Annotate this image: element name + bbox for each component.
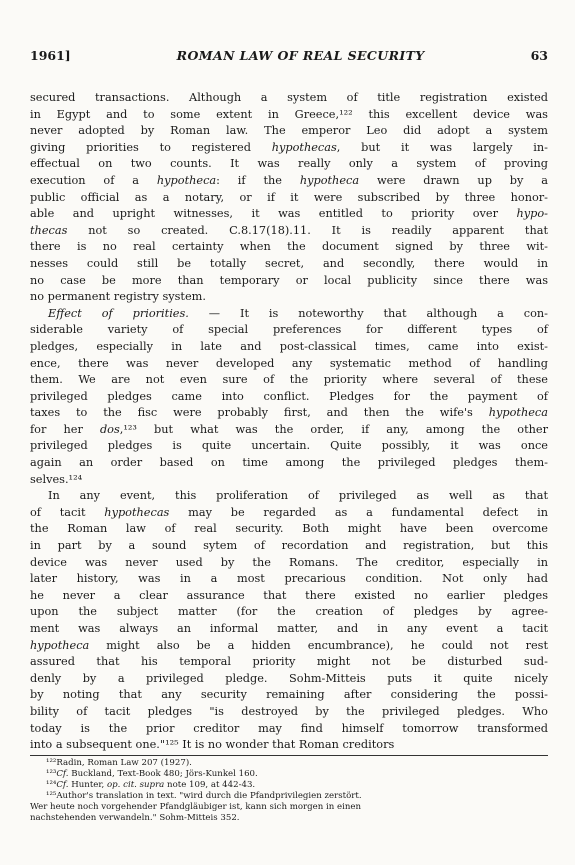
paragraph [30,90,548,306]
text-line: privileged pledges came into conflict. Pledges for the payment of [30,389,548,403]
text-line: In any event, this proliferation of privileged as well as that [48,489,548,503]
text-line: in part by a sound sytem of recordation and registration, but this [30,539,548,553]
text-line: later history, was in a most precarious condition. Not only had [30,572,548,586]
footnote-line: nachstehenden verwandeln." Sohm-Mitteis 352. [30,812,240,823]
text-line: giving priorities to registered hypothecas, but it was largely in- [30,140,548,154]
running-header [30,48,548,68]
text-line: taxes to the fisc were probably first, and then the wife's hypotheca [30,406,548,420]
footnote-line: ¹²³Cf. Buckland, Text-Book 480; Jörs-Kunkel 160. [46,768,258,779]
text-line: of tacit hypothecas may be regarded as a fundamental defect in [30,505,548,519]
text-line: privileged pledges is quite uncertain. Quite possibly, it was once [30,439,548,453]
footnote-rule [30,755,548,756]
text-line: bility of tacit pledges "is destroyed by the privileged pledges. Who [30,704,548,718]
text-line: the Roman law of real security. Both might have been overcome [30,522,548,536]
text-line: no permanent registry system. [30,290,206,304]
paragraph [30,488,548,754]
text-line: thecas not so created. C.8.17(18).11. It is readily apparent that [30,223,548,237]
text-line: effectual on two counts. It was really only a system of proving [30,157,548,171]
text-line: into a subsequent one."¹²⁵ It is no wonder that Roman creditors [30,738,395,752]
text-line: ment was always an informal matter, and in any event a tacit [30,622,548,635]
header-year: 1961] [30,48,71,63]
text-line: Effect of priorities. — It is noteworthy that although a con- [48,306,548,320]
text-line: upon the subject matter (for the creation of pledges by agree- [30,605,548,619]
text-line: no case be more than temporary or local publicity since there was [30,273,548,287]
text-line: execution of a hypotheca: if the hypotheca were drawn up by a [30,173,548,187]
text-line: he never a clear assurance that there existed no earlier pledges [30,588,548,602]
text-line: in Egypt and to some extent in Greece,¹²² this excellent device was [30,107,548,121]
text-line: never adopted by Roman law. The emperor Leo did adopt a system [30,124,548,138]
text-line: today is the prior creditor may find himself tomorrow transformed [30,721,548,735]
footnotes [30,758,548,824]
text-line: public official as a notary, or if it were subscribed by three honor- [30,190,548,204]
page [30,48,548,824]
text-line: nesses could still be totally secret, and secondly, there would in [30,256,548,270]
text-line: hypotheca might also be a hidden encumbrance), he could not rest [30,638,548,652]
text-line: pledges, especially in late and post-classical times, came into exist- [30,339,548,353]
footnote-line: Wer heute noch vorgehender Pfandgläubiger ist, kann sich morgen in einen [30,801,362,812]
text-line: them. We are not even sure of the priority where several of these [30,373,548,387]
page-number: 63 [530,48,548,63]
text-line: siderable variety of special preferences for different types of [30,323,548,337]
text-line: again an order based on time among the privileged pledges them- [30,456,548,470]
text-line: ence, there was never developed any systematic method of handling [30,356,548,370]
footnote-line: ¹²²Radin, Roman Law 207 (1927). [46,757,192,768]
text-line: device was never used by the Romans. The creditor, especially in [30,555,548,569]
text-line: by noting that any security remaining after considering the possi- [30,688,548,702]
text-line: for her dos,¹²³ but what was the order, if any, among the other [30,422,548,436]
article-body [30,90,548,754]
header-title: ROMAN LAW OF REAL SECURITY [176,48,425,63]
text-line: assured that his temporal priority might not be disturbed sud- [30,655,548,669]
text-line: there is no real certainty when the document signed by three wit- [30,240,548,254]
text-line: denly by a privileged pledge. Sohm-Mitteis puts it quite nicely [30,671,548,685]
paragraph [30,306,548,489]
text-line: able and upright witnesses, it was entitled to priority over hypo- [30,207,548,221]
text-line: secured transactions. Although a system of title registration existed [30,91,548,104]
text-line: selves.¹²⁴ [30,472,83,486]
footnote-line: ¹²⁴Cf. Hunter, op. cit. supra note 109, at 442-43. [46,779,256,790]
footnote-line: ¹²⁵Author's translation in text. "wird durch die Pfandprivilegien zerstört. [46,790,362,801]
